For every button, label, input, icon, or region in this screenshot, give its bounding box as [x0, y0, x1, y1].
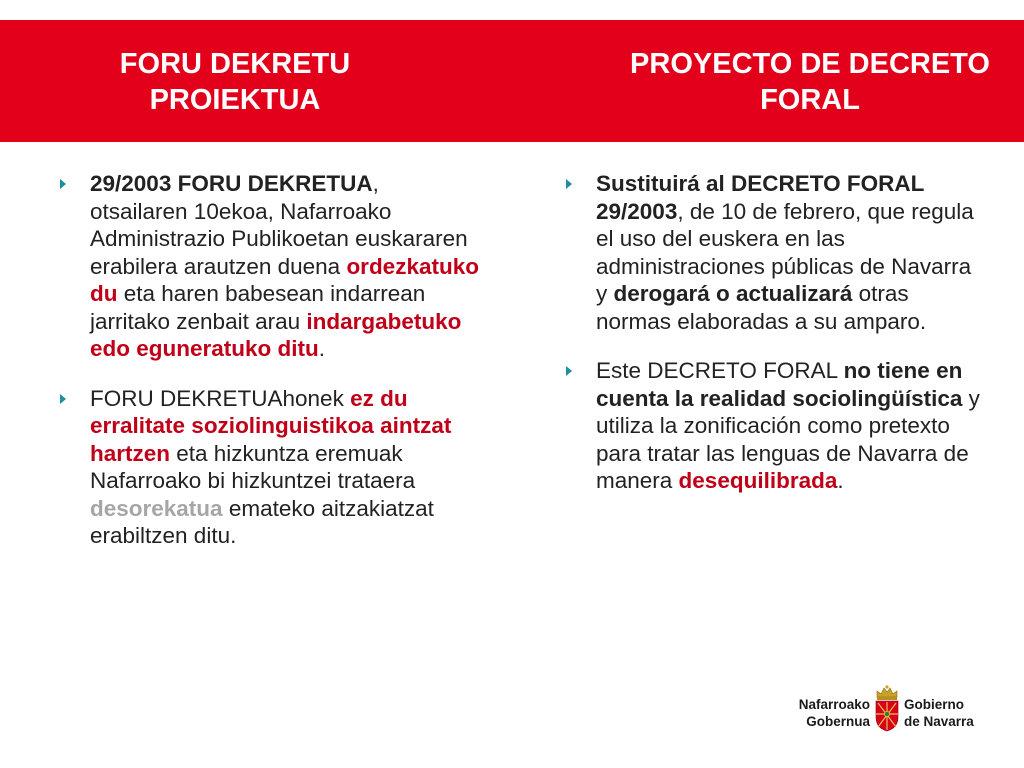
text-red: indargabetuko edo eguneratuko ditu — [90, 308, 462, 361]
triangle-bullet-icon — [60, 394, 66, 404]
text-normal: FORU DEKRETUAhonek — [90, 385, 351, 411]
text-grey: desorekatua — [90, 495, 223, 521]
government-logo — [782, 683, 992, 733]
logo-text-spanish: Gobierno de Navarra — [904, 697, 974, 729]
text-normal: emateko aitzakiatzat erabiltzen ditu. — [90, 495, 434, 548]
text-normal: , otsailaren 10ekoa, Nafarroako Administrazio Publikoetan euskararen erabilera arautzen duena — [90, 171, 468, 279]
text-red: desequilibrada — [678, 468, 838, 493]
navarra-shield-icon — [872, 683, 902, 733]
text-bold: Sustituirá al DECRETO FORAL 29/2003 — [596, 171, 924, 224]
header-title-spanish: PROYECTO DE DECRETO FORAL — [630, 48, 990, 116]
text-red: ez du erralitate soziolinguistikoa aintzat hartzen — [90, 385, 452, 466]
basque-bullet-1 — [60, 170, 480, 363]
text-normal: eta haren babesean indarrean jarritako zenbait arau — [90, 281, 426, 334]
spanish-column — [566, 170, 986, 517]
header-banner — [0, 20, 1024, 142]
text-normal: . — [837, 468, 844, 493]
triangle-bullet-icon — [566, 179, 572, 189]
text-normal: Este DECRETO FORAL — [596, 358, 844, 383]
spanish-bullet-1 — [566, 170, 986, 335]
triangle-bullet-icon — [566, 366, 572, 376]
text-normal: , de 10 de febrero, que regula el uso del euskera en las administraciones públicas de Navarra y — [596, 198, 974, 306]
basque-column — [60, 170, 480, 572]
text-bold: 29/2003 FORU DEKRETUA — [90, 171, 373, 196]
spanish-bullet-2 — [566, 357, 986, 495]
basque-bullet-2 — [60, 385, 480, 550]
text-normal: . — [318, 336, 326, 361]
text-normal: eta hizkuntza eremuak Nafarroako bi hizkuntzei trataera — [90, 440, 416, 493]
text-normal: y utiliza la zonificación como pretexto para tratar las lenguas de Navarra de manera — [596, 385, 980, 493]
logo-text-basque: Nafarroako Gobernua — [798, 697, 870, 729]
text-bold: no tiene en cuenta la realidad sociolingüística — [596, 358, 963, 411]
header-title-basque: FORU DEKRETU PROIEKTUA — [119, 48, 351, 116]
text-red: ordezkatuko du — [90, 253, 479, 306]
text-bold: derogará o actualizará — [613, 281, 853, 306]
triangle-bullet-icon — [60, 179, 66, 189]
text-normal: otras normas elaboradas a su amparo. — [596, 281, 927, 334]
